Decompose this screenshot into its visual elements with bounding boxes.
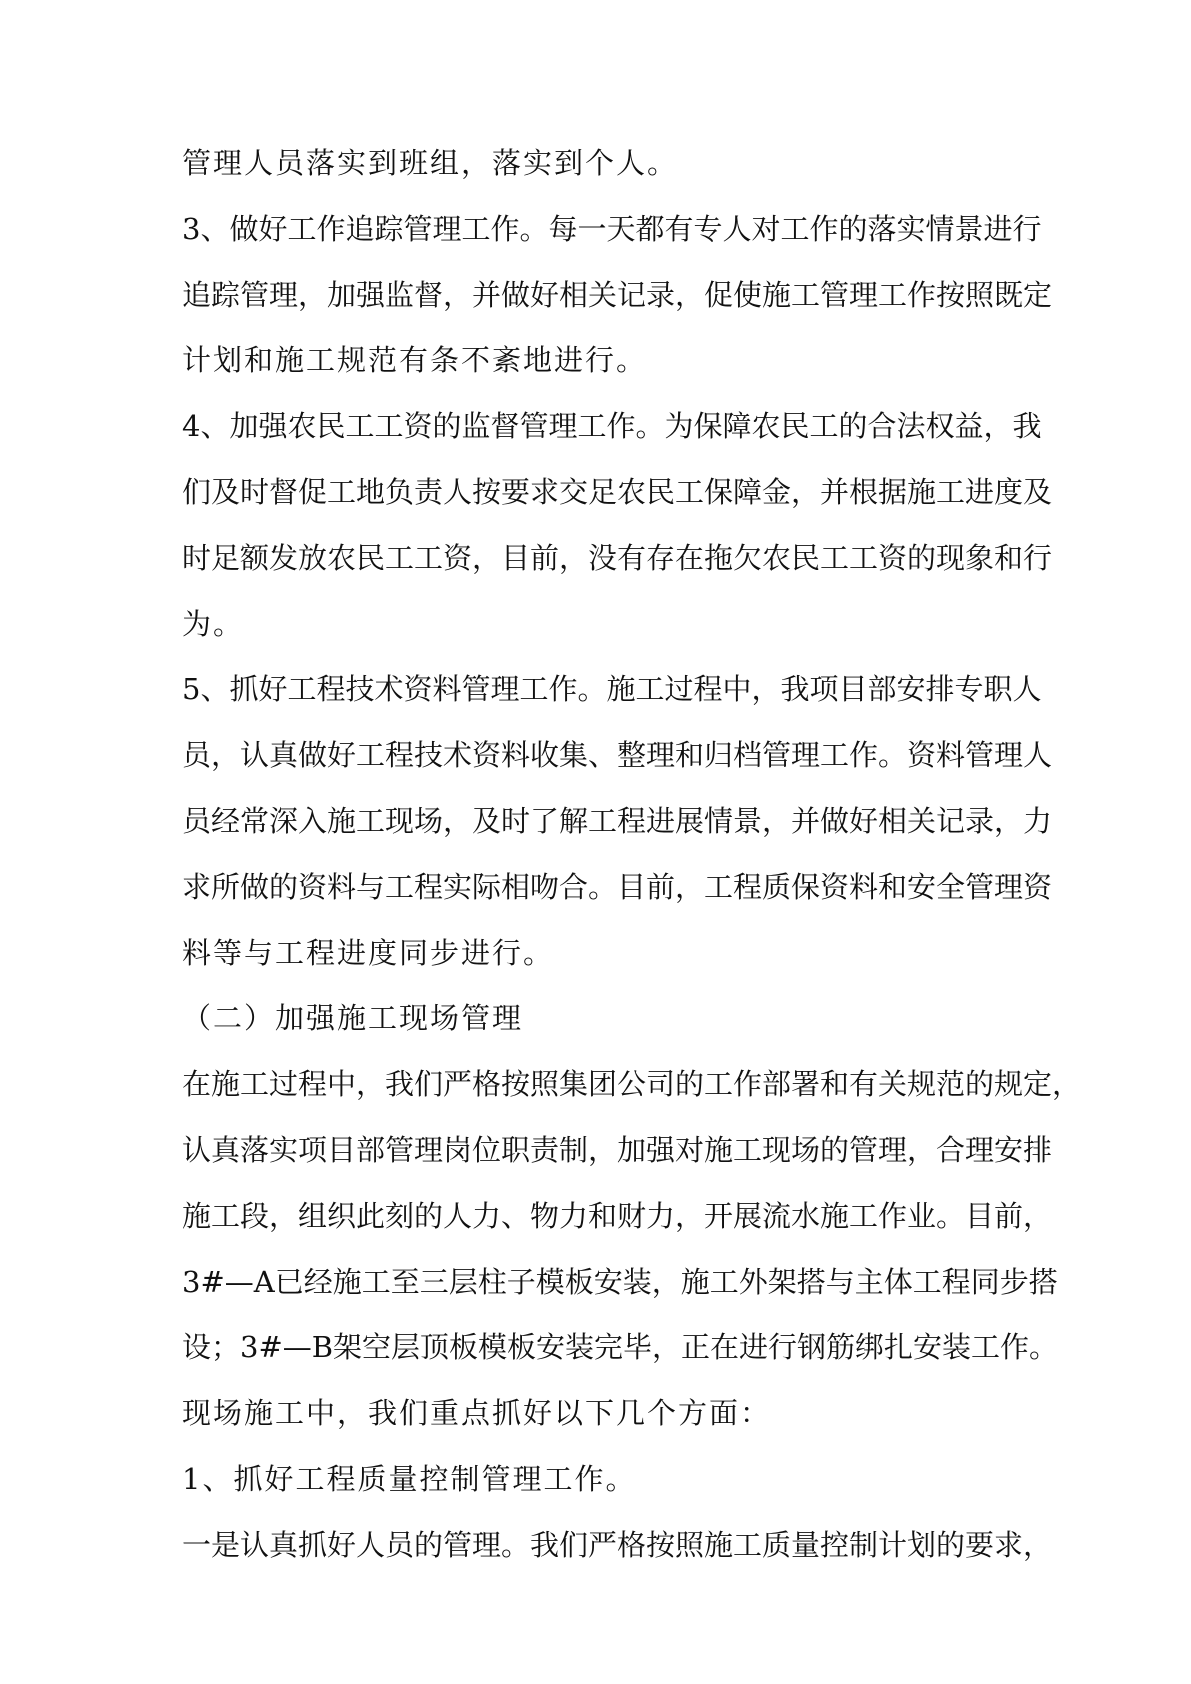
- text-line: 计划和施工规范有条不紊地进行。: [182, 343, 648, 378]
- text-line: 求所做的资料与工程实际相吻合。目前，工程质保资料和安全管理资: [182, 869, 1053, 904]
- text-line: 施工段，组织此刻的人力、物力和财力，开展流水施工作业。目前，: [182, 1198, 1053, 1233]
- text-line: 追踪管理，加强监督，并做好相关记录，促使施工管理工作按照既定: [182, 277, 1053, 312]
- text-line: 管理人员落实到班组，落实到个人。: [182, 146, 679, 180]
- text-line: 员，认真做好工程技术资料收集、整理和归档管理工作。资料管理人: [182, 738, 1053, 773]
- text-line: 一是认真抓好人员的管理。我们严格按照施工质量控制计划的要求，: [182, 1527, 1053, 1562]
- text-line: 3#—A已经施工至三层柱子模板安装，施工外架搭与主体工程同步搭: [182, 1264, 1058, 1299]
- text-line: 为。: [182, 606, 245, 641]
- text-line: 3、做好工作追踪管理工作。每一天都有专人对工作的落实情景进行: [182, 211, 1042, 246]
- text-line: 5、抓好工程技术资料管理工作。施工过程中，我项目部安排专职人: [182, 672, 1042, 707]
- text-line: 认真落实项目部管理岗位职责制，加强对施工现场的管理，合理安排: [182, 1132, 1053, 1167]
- text-line: 们及时督促工地负责人按要求交足农民工保障金，并根据施工进度及: [182, 474, 1053, 509]
- text-line: 在施工过程中，我们严格按照集团公司的工作部署和有关规范的规定，: [182, 1067, 1082, 1102]
- text-line: 设；3#—B架空层顶板模板安装完毕，正在进行钢筋绑扎安装工作。: [182, 1330, 1059, 1365]
- text-line: 料等与工程进度同步进行。: [182, 935, 555, 970]
- document-body: [182, 145, 1082, 1593]
- text-line: 现场施工中，我们重点抓好以下几个方面：: [182, 1396, 772, 1431]
- text-line: 1、抓好工程质量控制管理工作。: [182, 1461, 637, 1496]
- text-line: 4、加强农民工工资的监督管理工作。为保障农民工的合法权益，我: [182, 409, 1042, 444]
- text-line: （二）加强施工现场管理: [182, 1001, 524, 1036]
- text-line: 时足额发放农民工工资，目前，没有存在拖欠农民工工资的现象和行: [182, 540, 1053, 575]
- text-line: 员经常深入施工现场，及时了解工程进展情景，并做好相关记录，力: [182, 803, 1053, 838]
